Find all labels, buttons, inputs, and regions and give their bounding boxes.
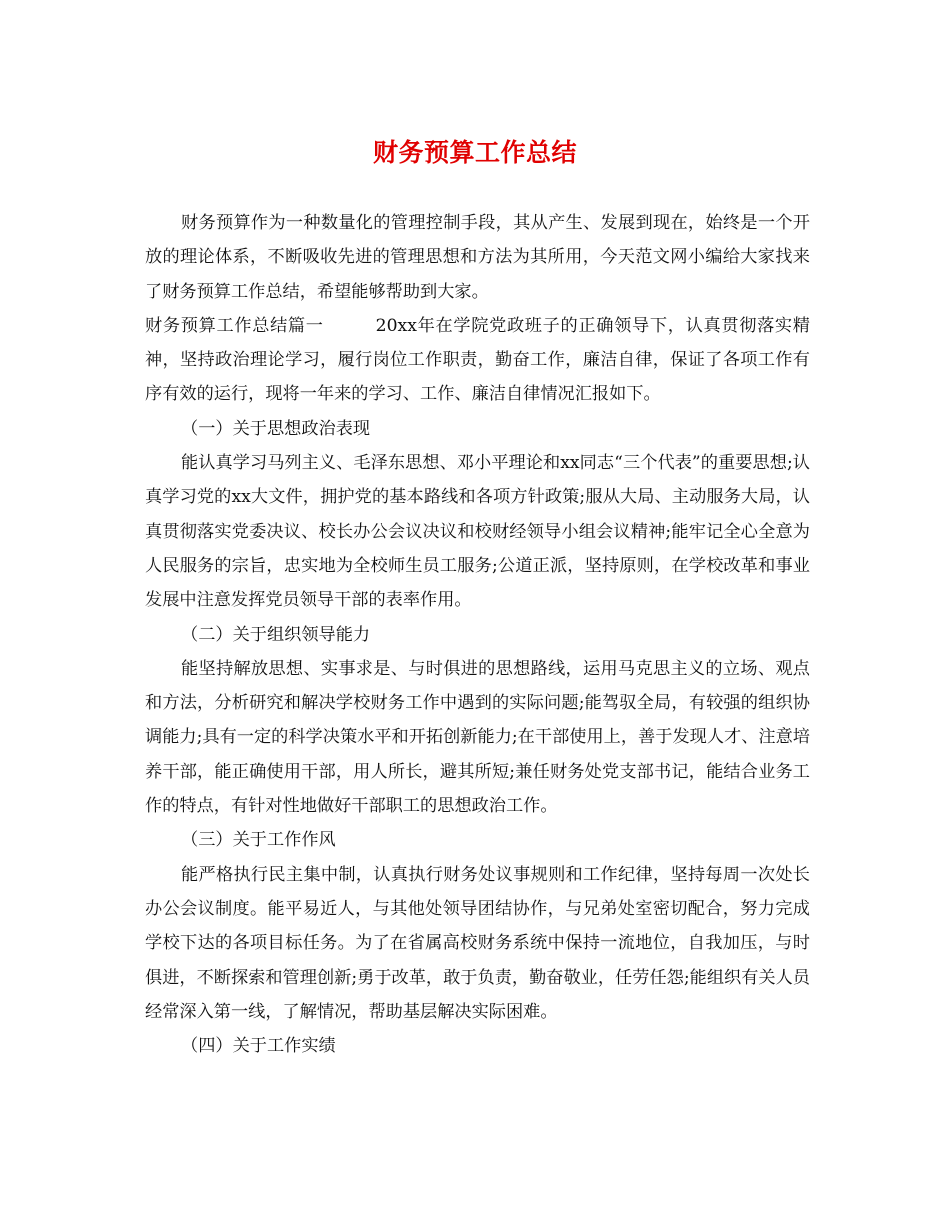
intro-paragraph: 财务预算作为一种数量化的管理控制手段，其从产生、发展到现在，始终是一个开放的理论体系，不断吸收先进的管理思想和方法为其所用，今天范文网小编给大家找来了财务预算工作总结，希望能够帮助到大家。: [145, 213, 810, 302]
part1-paragraph: [145, 309, 810, 412]
section-text-1: 能认真学习马列主义、毛泽东思想、邓小平理论和xx同志“三个代表”的重要思想;认真学习党的xx大文件，拥护党的基本路线和各项方针政策;服从大局、主动服务大局，认真贯彻落实党委决议、校长办公会议决议和校财经领导小组会议精神;能牢记全心全意为人民服务的宗旨，忠实地为全校师生员工服务;公道正派，坚持原则，在学校改革和事业发展中注意发挥党员领导干部的表率作用。: [145, 453, 810, 611]
part1-text: 20xx年在学院党政班子的正确领导下，认真贯彻落实精神，坚持政治理论学习，履行岗位工作职责，勤奋工作，廉洁自律，保证了各项工作有序有效的运行，现将一年来的学习、工作、廉洁自律情况汇报如下。: [145, 315, 810, 405]
document-title: 财务预算工作总结: [372, 138, 577, 167]
section-text-2: 能坚持解放思想、实事求是、与时俱进的思想路线，运用马克思主义的立场、观点和方法，分析研究和解决学校财务工作中遇到的实际问题;能驾驭全局，有较强的组织协调能力;具有一定的科学决策水平和开拓创新能力;在干部使用上，善于发现人才、注意培养干部，能正确使用干部，用人所长，避其所短;兼任财务处党支部书记，能结合业务工作的特点，有针对性地做好干部职工的思想政治工作。: [145, 658, 810, 817]
section-heading-4: （四）关于工作实绩: [181, 1036, 336, 1057]
document-body: [145, 206, 810, 1063]
part1-label: 财务预算工作总结篇一: [145, 315, 324, 336]
section-heading-3: （三）关于工作作风: [181, 830, 336, 851]
section-heading-1: （一）关于思想政治表现: [181, 418, 371, 439]
section-text-3: 能严格执行民主集中制，认真执行财务处议事规则和工作纪律，坚持每周一次处长办公会议制度。能平易近人，与其他处领导团结协作，与兄弟处室密切配合，努力完成学校下达的各项目标任务。为了在省属高校财务系统中保持一流地位，自我加压，与时俱进，不断探索和管理创新;勇于改革，敢于负责，勤奋敬业，任劳任怨;能组织有关人员经常深入第一线，了解情况，帮助基层解决实际困难。: [145, 864, 810, 1022]
section-heading-2: （二）关于组织领导能力: [181, 624, 371, 645]
